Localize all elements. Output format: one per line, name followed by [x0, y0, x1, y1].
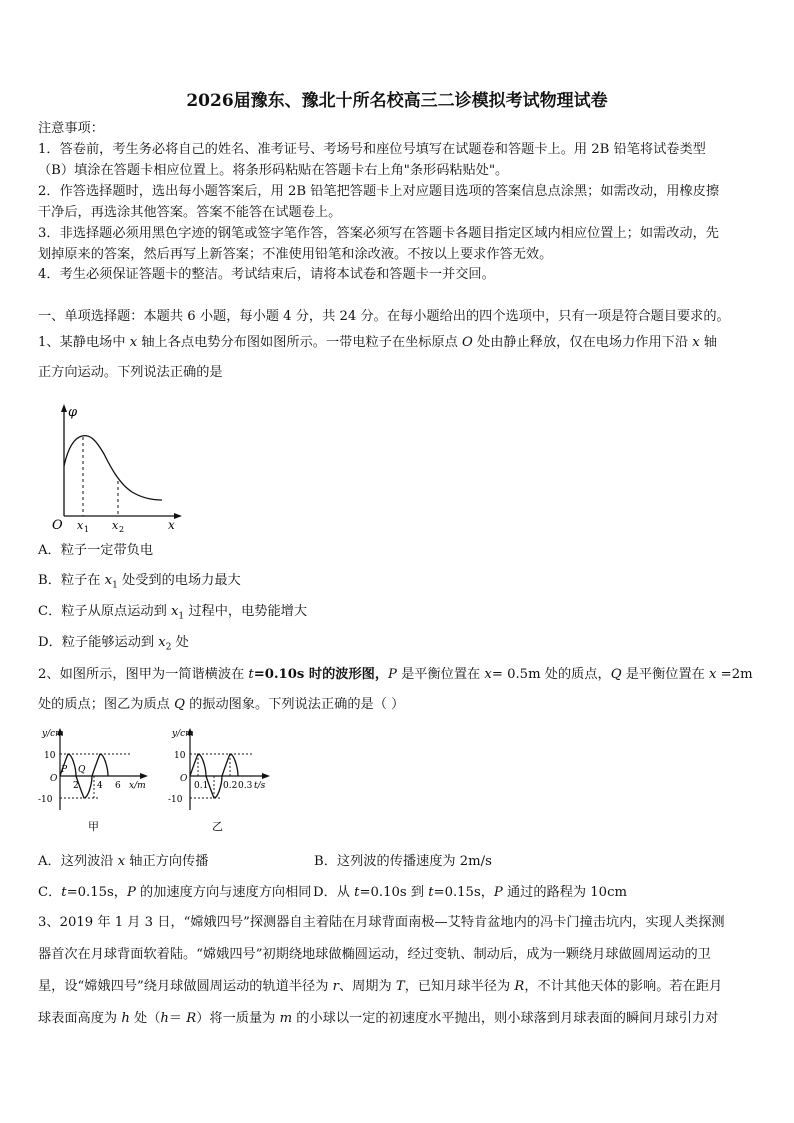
q2b-origin: O [180, 774, 188, 784]
q2a-ylabel: y/cm [42, 729, 64, 739]
q2b-t2: 0.2 [223, 781, 238, 791]
notice-line-5: 3．非选择题必须用黑色字迹的钢笔或签字笔作答，答案必须写在答题卡各题目指定区域内相应位置上；如需改动，先 [38, 226, 719, 241]
q2b-t1: 0.1 [194, 781, 209, 791]
q2a-ytop: 10 [44, 751, 56, 761]
q1-stem-line-1: 1、某静电场中 x 轴上各点电势分布图如图所示。一带电粒子在坐标原点 O 处由静止释放，仅在电场力作用下沿 x 轴 [38, 335, 718, 350]
q1-option-b: B．粒子在 $x_1$ 处受到的电场力最大 [38, 573, 241, 591]
q2-option-b: B．这列波的传播速度为 2m/s [314, 854, 492, 869]
q2b-ybot: -10 [168, 795, 183, 805]
q1-graph-x2: x [112, 519, 119, 532]
q2a-q: Q [78, 765, 86, 775]
q2a-caption: 甲 [88, 820, 99, 833]
q2b-ylabel: y/cm [172, 729, 194, 739]
notice-line-6: 划掉原来的答案，然后再写上新答案；不准使用铅笔和涂改液。不按以上要求作答无效。 [38, 247, 553, 262]
q1-option-a: A．粒子一定带负电 [38, 543, 154, 558]
q1-stem-line-2: 正方向运动。下列说法正确的是 [38, 365, 223, 380]
q1-option-c: C．粒子从原点运动到 $x_1$ 过程中，电势能增大 [38, 604, 308, 622]
q2b-xlabel: t/s [254, 781, 266, 791]
q1-graph-x2-sub: 2 [119, 525, 125, 533]
q2-option-a: A．这列波沿 x 轴正方向传播 [38, 854, 209, 869]
q2b-caption: 乙 [212, 820, 223, 833]
notice-line-2: （B）填涂在答题卡相应位置上。将条形码粘贴在答题卡右上角"条形码粘贴处"。 [38, 163, 509, 178]
q3-stem-line-1: 3、2019 年 1 月 3 日，“嫦娥四号”探测器自主着陆在月球背面南极—艾特肯盆地内的冯卡门撞击坑内，实现人类探测 [38, 915, 725, 930]
q2-stem-line-1: 2、如图所示，图甲为一简谐横波在 t=0.10s 时的波形图，P 是平衡位置在 x= 0.5m 处的质点，Q 是平衡位置在 x =2m [38, 667, 753, 682]
q2b-ytop: 10 [174, 751, 186, 761]
q1-option-d: D．粒子能够运动到 $x_2$ 处 [38, 635, 189, 653]
notice-line-4: 干净后，再选涂其他答案。答案不能答在试题卷上。 [38, 205, 342, 220]
section-heading: 一、单项选择题：本题共 6 小题，每小题 4 分，共 24 分。在每小题给出的四个选项中，只有一项是符合题目要求的。 [38, 309, 730, 324]
q2-vibration-graph-b [168, 726, 280, 838]
q1-graph-ylabel: φ [68, 405, 78, 420]
q1-graph-origin: O [52, 518, 63, 533]
q2a-origin: O [50, 774, 58, 784]
notice-line-1: 1．答卷前，考生务必将自己的姓名、准考证号、考场号和座位号填写在试题卷和答题卡上。用 2B 铅笔将试卷类型 [38, 142, 706, 157]
page-title: 2026届豫东、豫北十所名校高三二诊模拟考试物理试卷 [186, 91, 608, 111]
notice-line-7: 4．考生必须保证答题卡的整洁。考试结束后，请将本试卷和答题卡一并交回。 [38, 267, 495, 282]
q3-stem-line-3: 星，设“嫦娥四号”绕月球做圆周运动的轨道半径为 r、周期为 T，已知月球半径为 R，不计其他天体的影响。若在距月 [38, 979, 723, 994]
q2-option-d: D．从 t=0.10s 到 t=0.15s，P 通过的路程为 10cm [313, 885, 627, 900]
q1-potential-graph [40, 398, 190, 533]
q2-stem-line-2: 处的质点；图乙为质点 Q 的振动图象。下列说法正确的是（ ） [38, 697, 405, 712]
q2a-xlabel: x/m [129, 781, 146, 791]
notice-line-3: 2．作答选择题时，选出每小题答案后，用 2B 铅笔把答题卡上对应题目选项的答案信息点涂黑；如需改动，用橡皮擦 [38, 184, 720, 199]
q2a-ybot: -10 [38, 795, 53, 805]
q2-wave-graph-a [38, 726, 156, 838]
q3-stem-line-2: 器首次在月球背面软着陆。“嫦娥四号”初期绕地球做椭圆运动，经过变轨、制动后，成为一颗绕月球做圆周运动的卫 [38, 947, 711, 962]
q1-graph-x1: x [77, 519, 84, 532]
notice-heading: 注意事项： [38, 121, 104, 136]
q2a-t4: 4 [97, 781, 103, 791]
q1-graph-x1-sub: 1 [84, 525, 90, 533]
q2-option-c: C．t=0.15s，P 的加速度方向与速度方向相同 [38, 885, 312, 900]
q2a-t2: 2 [73, 781, 79, 791]
q3-stem-line-4: 球表面高度为 h 处（h＝ R）将一质量为 m 的小球以一定的初速度水平抛出，则小球落到月球表面的瞬间月球引力对 [38, 1011, 719, 1026]
q2a-p: P [61, 765, 68, 775]
q2a-t6: 6 [115, 781, 121, 791]
q2b-t3: 0.3 [238, 781, 253, 791]
q1-graph-xlabel: x [168, 518, 175, 532]
